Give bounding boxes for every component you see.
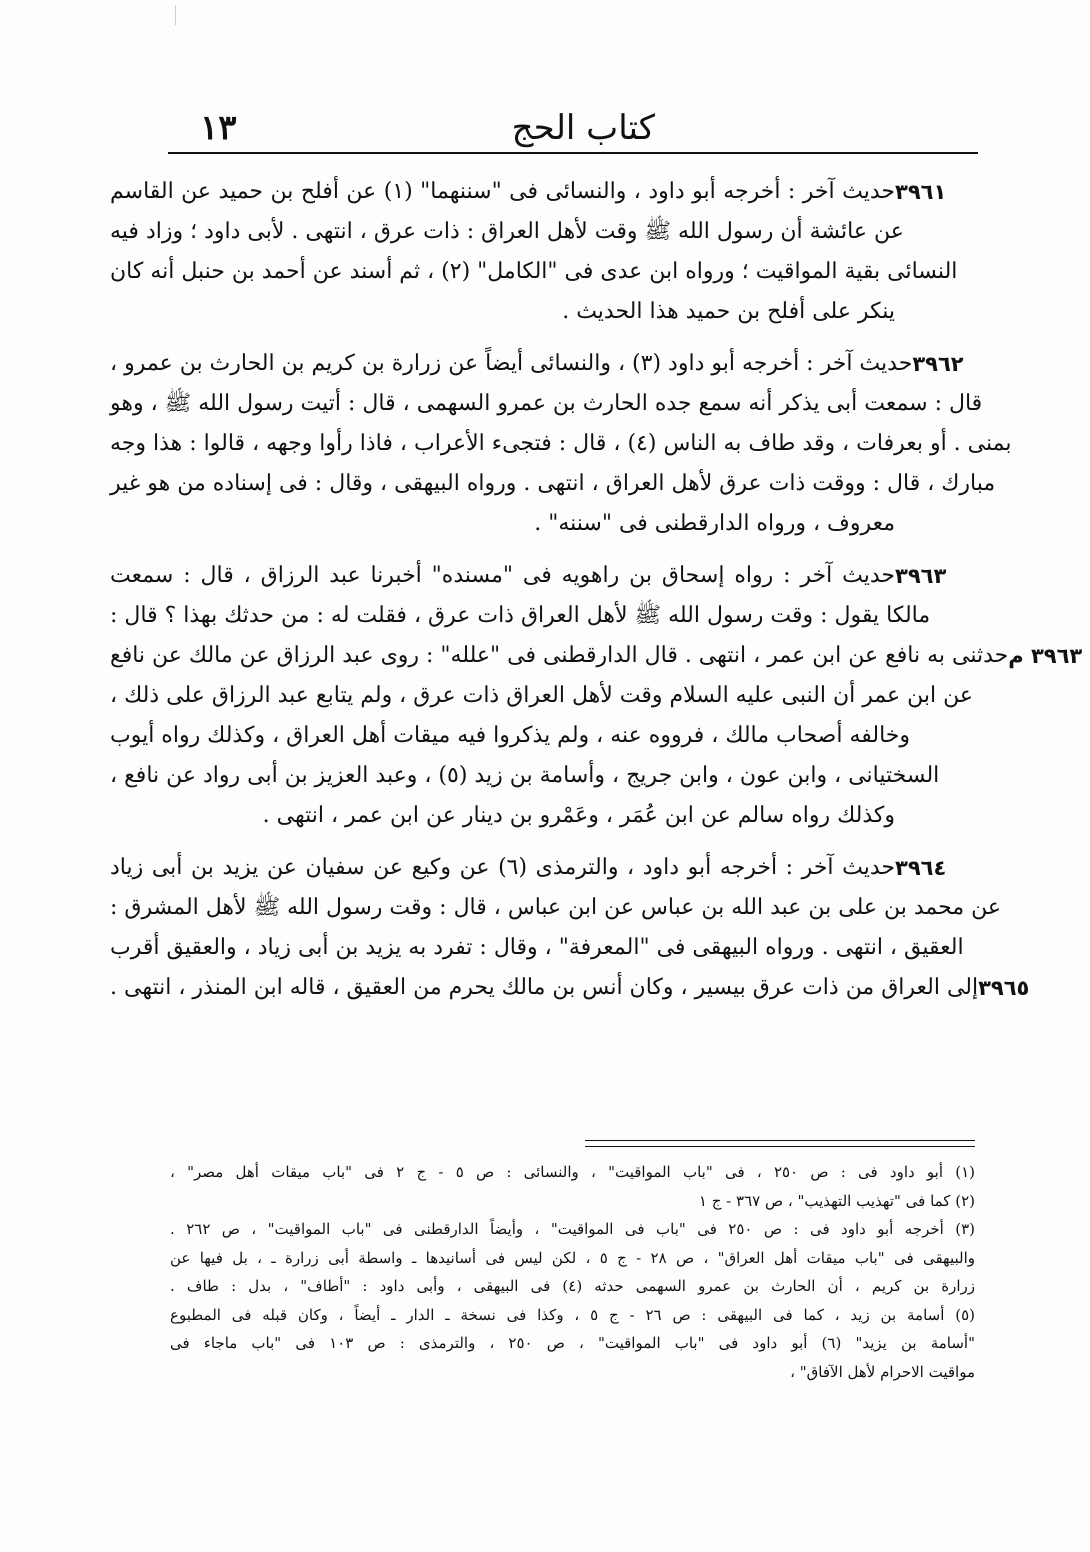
text-line bbox=[110, 928, 978, 968]
line-text: معروف ، ورواه الدارقطنى فى "سننه" . bbox=[534, 511, 895, 536]
hadith-number: ٣٩٦٥ bbox=[978, 976, 1030, 1000]
text-line bbox=[110, 796, 978, 836]
text-line bbox=[110, 596, 978, 636]
text-line bbox=[110, 716, 978, 756]
line-text: عن محمد بن على بن عبد الله بن عباس عن ابن عباس ، قال : وقت رسول الله ﷺ لأهل المشرق : bbox=[110, 895, 1001, 920]
line-text: قال : سمعت أبى يذكر أنه سمع جده الحارث بن عمرو السهمى ، قال : أتيت رسول الله ﷺ ، وهو bbox=[110, 391, 983, 416]
footnote-line: زرارة بن كريم ، أن الحارث بن عمرو السهمى حدثه (٤) فى البيهقى ، وأبى داود : "أطاف" ، بدل : طاف . bbox=[170, 1277, 976, 1295]
footnote-line: مواقيت الاحرام لأهل الآفاق" ، bbox=[790, 1362, 975, 1381]
page-number: ١٣ bbox=[200, 108, 237, 148]
hadith-number: ٣٩٦٢ bbox=[912, 352, 964, 376]
hadith-number: ٣٩٦٤ bbox=[895, 856, 947, 880]
hadith-paragraph bbox=[110, 172, 978, 332]
text-line bbox=[110, 504, 978, 544]
footnote-line: "أسامة بن يزيد" (٦) أبو داود فى "باب المواقيت" ، ص ٢٥٠ ، والترمذى : ص ١٠٣ فى "باب ماجاء فى bbox=[170, 1334, 975, 1352]
hadith-number bbox=[910, 716, 970, 756]
hadith-number: ٣٩٦١ bbox=[895, 180, 947, 204]
line-text: حديث آخر : أخرجه أبو داود (٣) ، والنسائى أيضاً عن زرارة بن كريم بن الحارث بن عمرو ، bbox=[110, 351, 913, 376]
footnote-line: (٣) أخرجه أبو داود فى : ص ٢٥٠ فى "باب فى المواقيت" ، وأيضاً الدارقطنى فى "باب المواقيت" ، ص ٢٦٢ . bbox=[170, 1220, 975, 1238]
line-text: حديث آخر : أخرجه أبو داود ، والترمذى (٦) عن وكيع عن سفيان عن يزيد بن أبى زياد bbox=[110, 855, 895, 880]
text-line bbox=[110, 556, 978, 596]
hadith-number bbox=[895, 504, 970, 544]
text-line bbox=[110, 252, 978, 292]
text-line bbox=[110, 756, 978, 796]
line-text: عن عائشة أن رسول الله ﷺ وقت لأهل العراق : ذات عرق ، انتهى . لأبى داود ؛ وزاد فيه bbox=[110, 219, 904, 244]
line-text: إلى العراق من ذات عرق بيسير ، وكان أنس بن مالك يحرم من العقيق ، قاله ابن المنذر ، انتهى . bbox=[110, 975, 979, 1000]
text-line bbox=[110, 292, 978, 332]
hadith-number bbox=[957, 252, 970, 292]
line-text: بمنى . أو بعرفات ، وقد طاف به الناس (٤) ، قال : فتجىء الأعراب ، فاذا رأوا وجهه ، قالوا : هذا وجه bbox=[110, 431, 1012, 456]
line-text: مالكا يقول : وقت رسول الله ﷺ لأهل العراق ذات عرق ، فقلت له : من حدثك بهذا ؟ قال : bbox=[110, 603, 931, 628]
main-text bbox=[110, 172, 1083, 1020]
line-text: عن ابن عمر أن النبى عليه السلام وقت لأهل العراق ذات عرق ، ولم يتابع عبد الرزاق على ذلك ، bbox=[110, 683, 974, 708]
text-line bbox=[110, 676, 978, 716]
scan-mark bbox=[175, 5, 177, 25]
hadith-number bbox=[939, 756, 970, 796]
text-line bbox=[110, 888, 1001, 928]
hadith-number: ٣٩٦٣ م bbox=[1008, 644, 1083, 668]
text-line bbox=[110, 384, 983, 424]
line-text: حديث آخر : رواه إسحاق بن راهويه فى "مسنده" أخبرنا عبد الرزاق ، قال : سمعت bbox=[110, 563, 895, 588]
hadith-number bbox=[895, 796, 970, 836]
line-text: النسائى بقية المواقيت ؛ ورواه ابن عدى فى "الكامل" (٢) ، ثم أسند عن أحمد بن حنبل أنه كان bbox=[110, 259, 958, 284]
hadith-paragraph bbox=[110, 556, 1083, 836]
hadith-paragraph bbox=[110, 848, 1030, 1008]
line-text: حديث آخر : أخرجه أبو داود ، والنسائى فى "سننهما" (١) عن أفلح بن حميد عن القاسم bbox=[110, 179, 895, 204]
line-text: ينكر على أفلح بن حميد هذا الحديث . bbox=[562, 299, 895, 324]
hadith-number bbox=[930, 596, 970, 636]
footnote-rule bbox=[585, 1140, 975, 1141]
page-header bbox=[170, 96, 975, 148]
footnote-line: (٢) كما فى "تهذيب التهذيب" ، ص ٣٦٧ - ج ١ bbox=[698, 1191, 975, 1210]
footnote-line: (١) أبو داود فى : ص ٢٥٠ ، فى "باب المواقيت" ، والنسائى : ص ٥ - ج ٢ فى "باب ميقات أهل مصر" ، bbox=[170, 1163, 975, 1181]
hadith-number bbox=[895, 292, 970, 332]
running-title: كتاب الحج bbox=[511, 108, 655, 148]
text-line bbox=[110, 172, 978, 212]
text-line bbox=[110, 848, 978, 888]
text-line bbox=[110, 344, 978, 384]
text-line bbox=[110, 424, 1012, 464]
line-text: وكذلك رواه سالم عن ابن عُمَر ، وعَمْرو بن دينار عن ابن عمر ، انتهى . bbox=[262, 803, 895, 828]
text-line bbox=[110, 968, 1030, 1008]
hadith-number bbox=[904, 212, 970, 252]
header-rule bbox=[168, 152, 978, 154]
hadith-paragraph bbox=[110, 344, 1012, 544]
line-text: وخالفه أصحاب مالك ، فرووه عنه ، ولم يذكروا فيه ميقات أهل العراق ، وكذلك رواه أيوب bbox=[110, 723, 910, 748]
line-text: حدثنى به نافع عن ابن عمر ، انتهى . قال الدارقطنى فى "علله" : روى عبد الرزاق عن مالك عن نافع bbox=[110, 643, 1009, 668]
hadith-number bbox=[964, 928, 970, 968]
footnote-line: (٥) أسامة بن زيد ، كما فى البيهقى : ص ٢٦ - ج ٥ ، وكذا فى نسخة ـ الدار ـ أيضاً ، وكان قبله فى المطبوع bbox=[170, 1305, 975, 1324]
line-text: مبارك ، قال : ووقت ذات عرق لأهل العراق ، انتهى . ورواه البيهقى ، وقال : فى إسناده من هو غير bbox=[110, 471, 996, 496]
line-text: السختيانى ، وابن عون ، وابن جريج ، وأسامة بن زيد (٥) ، وعبد العزيز بن أبى رواد عن نافع ، bbox=[110, 763, 940, 788]
text-line bbox=[110, 464, 996, 504]
hadith-number: ٣٩٦٣ bbox=[895, 564, 947, 588]
line-text: العقيق ، انتهى . ورواه البيهقى فى "المعرفة" ، وقال : تفرد به يزيد بن أبى زياد ، والعقيق أقرب bbox=[110, 935, 964, 960]
footnotes bbox=[170, 1158, 975, 1386]
footnote-rule-second bbox=[585, 1146, 975, 1147]
footnote-line: والبيهقى فى "باب ميقات أهل العراق" ، ص ٢٨ - ج ٥ ، لكن ليس فى أسانيدها ـ واسطة أبى زرارة ـ ، بل فيها عن bbox=[170, 1248, 975, 1267]
text-line bbox=[110, 212, 978, 252]
text-line bbox=[110, 636, 1083, 676]
